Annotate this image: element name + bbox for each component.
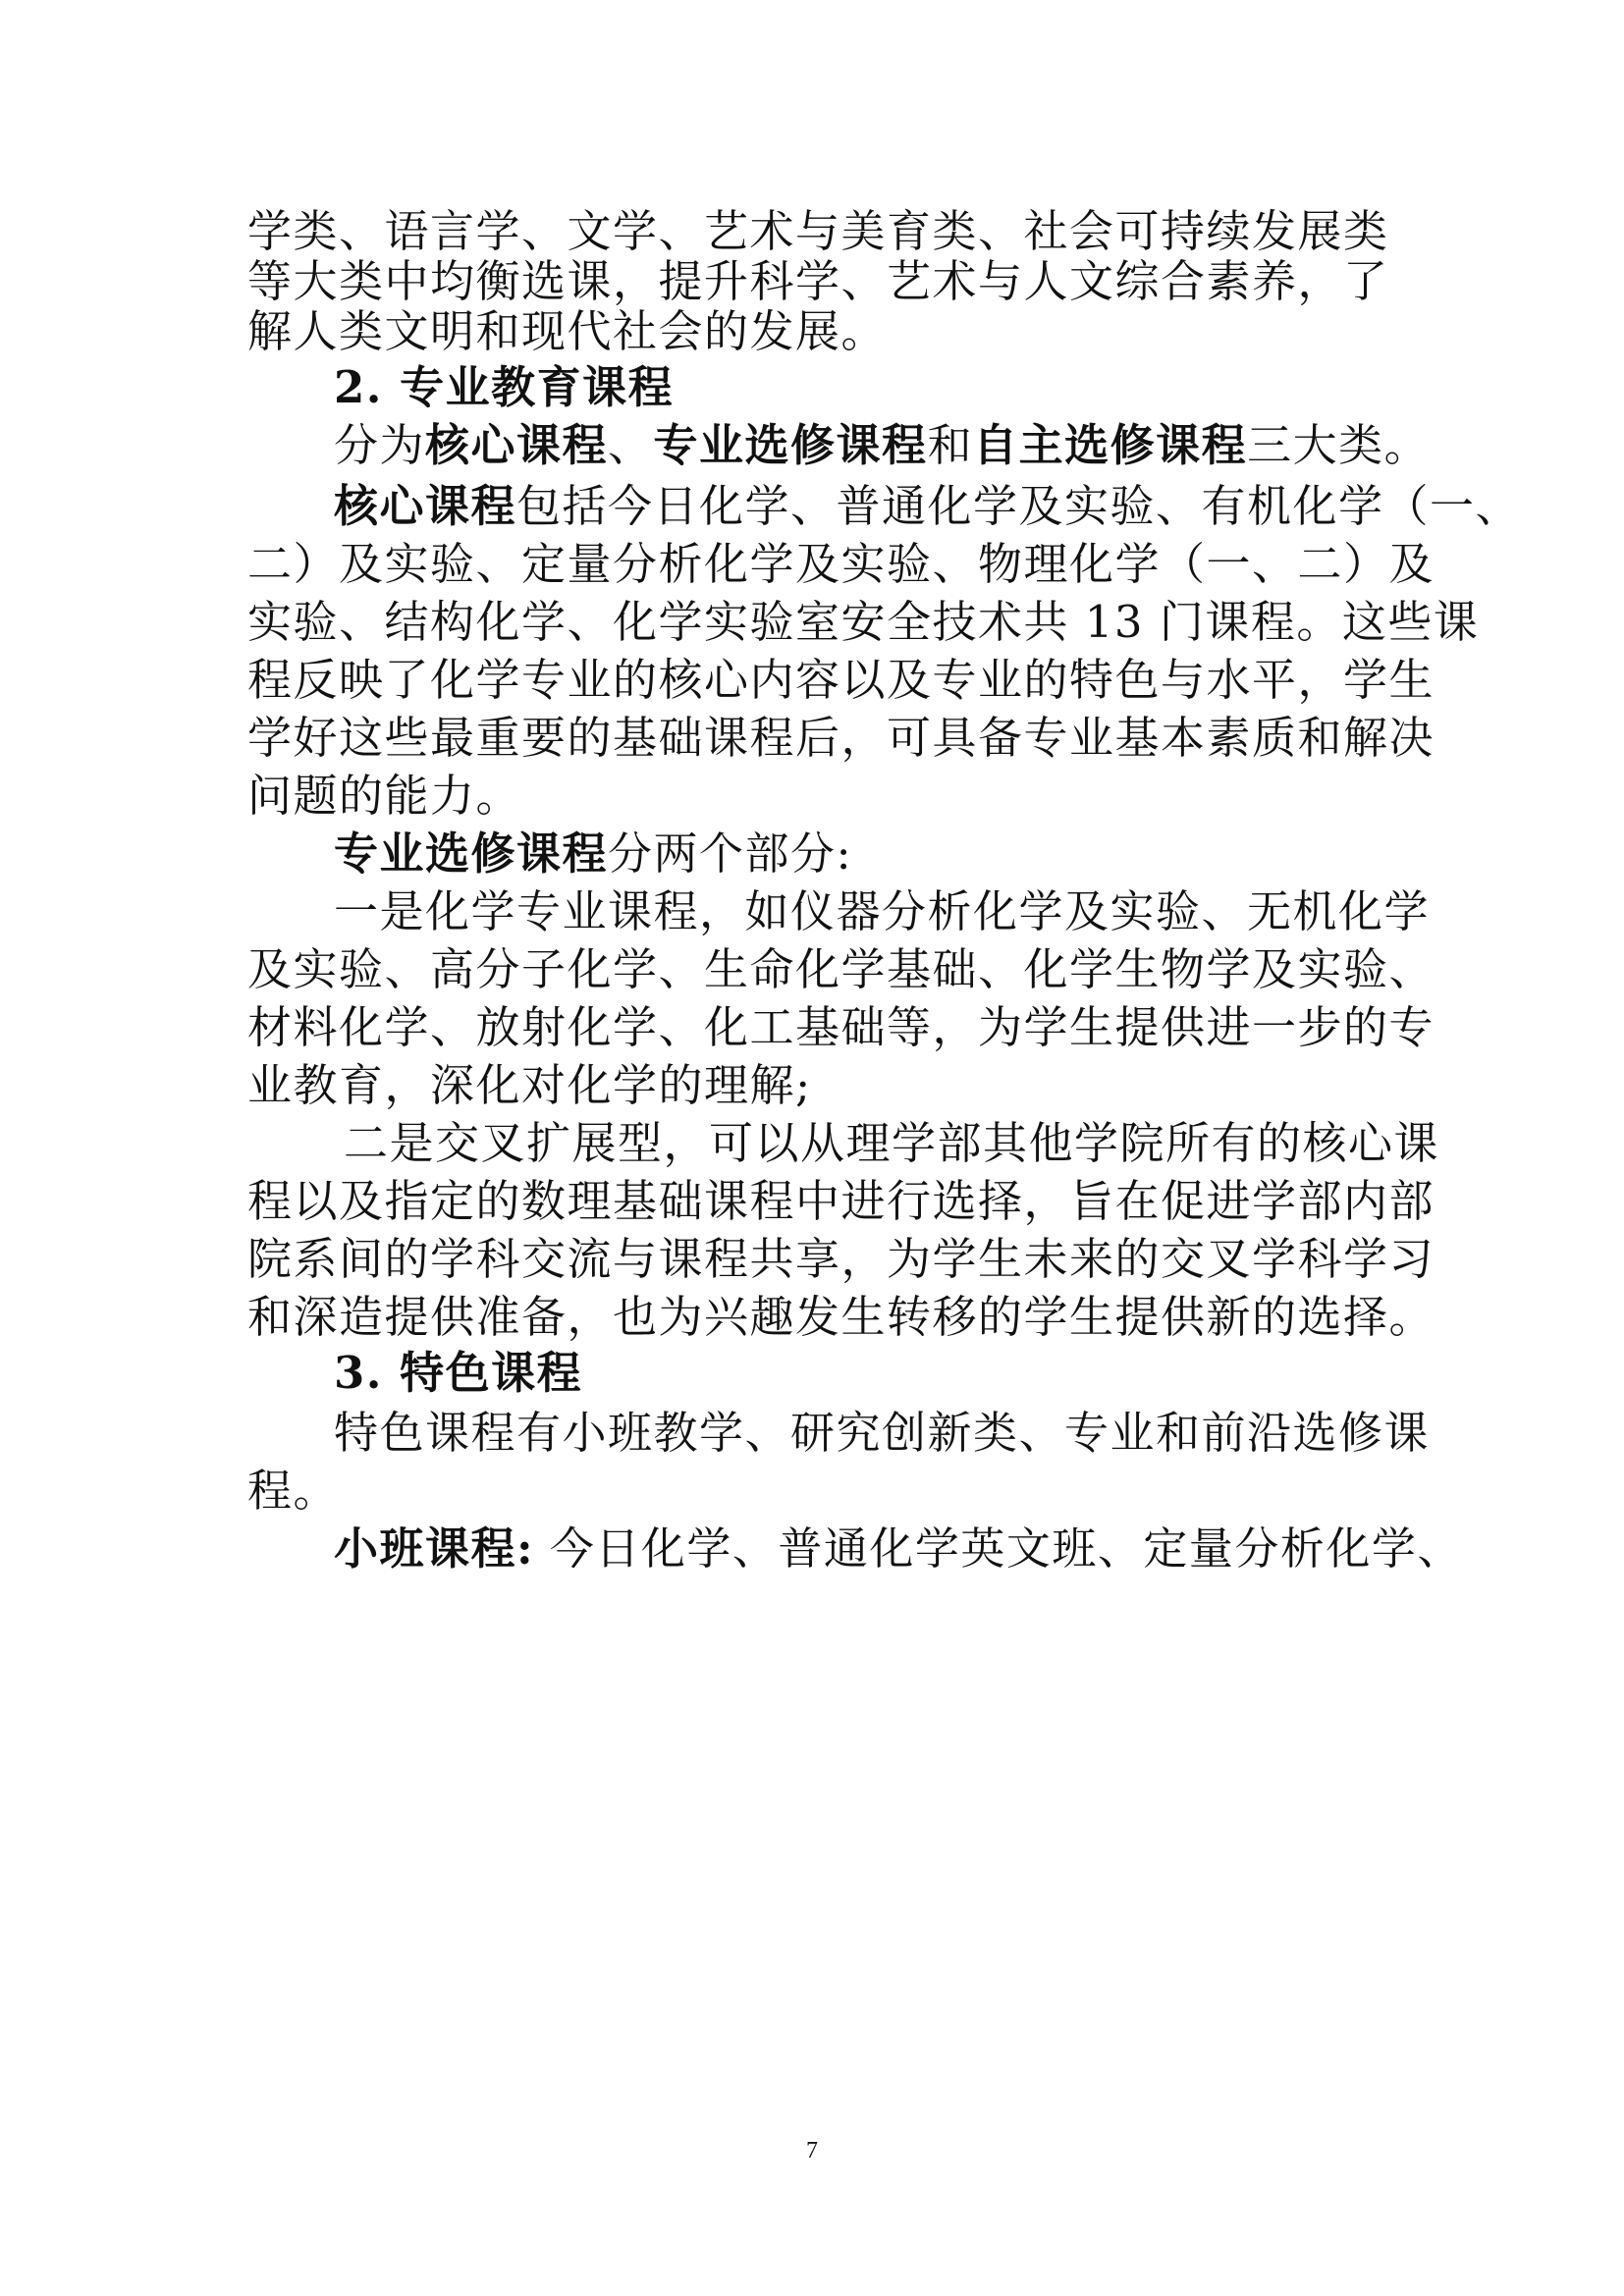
paragraph-line: 和深造提供准备，也为兴趣发生转移的学生提供新的选择。 — [247, 1291, 1435, 1343]
paragraph-line: 实验、结构化学、化学实验室安全技术共 13 门课程。这些课 — [247, 596, 1480, 648]
bold-term: 小班课程: — [334, 1522, 535, 1575]
bold-term: 核心课程 — [425, 419, 609, 471]
text-run: 包括今日化学、普通化学及实验、有机化学（一、 — [516, 480, 1522, 532]
paragraph-line: 程反映了化学专业的核心内容以及专业的特色与水平，学生 — [247, 654, 1435, 706]
paragraph-line — [334, 477, 1521, 536]
page-number: 7 — [806, 2138, 818, 2163]
text-run: 三大类。 — [1247, 419, 1431, 471]
paragraph-line: 二）及实验、定量分析化学及实验、物理化学（一、二）及 — [247, 538, 1435, 590]
text-run: 分为 — [334, 419, 426, 471]
bold-term: 核心课程 — [334, 480, 517, 532]
paragraph-line: 二是交叉扩展型，可以从理学部其他学院所有的核心课 — [344, 1117, 1440, 1169]
paragraph-line: 及实验、高分子化学、生命化学基础、化学生物学及实验、 — [247, 943, 1435, 995]
paragraph-line: 学类、语言学、文学、艺术与美育类、社会可持续发展类 — [247, 205, 1389, 257]
bold-term: 专业选修课程 — [653, 419, 928, 471]
paragraph-line: 特色课程有小班教学、研究创新类、专业和前沿选修课 — [334, 1407, 1431, 1459]
text-run: 今日化学、普通化学英文班、定量分析化学、 — [534, 1522, 1463, 1575]
paragraph-line: 解人类文明和现代社会的发展。 — [247, 305, 888, 357]
text-run: 分两个部分: — [608, 828, 853, 880]
paragraph-line — [334, 1520, 1463, 1578]
paragraph-line: 业教育，深化对化学的理解; — [247, 1059, 812, 1111]
paragraph-line: 程。 — [247, 1465, 340, 1517]
paragraph-line: 等大类中均衡选课，提升科学、艺术与人文综合素养，了 — [247, 255, 1389, 307]
bold-term: 专业选修课程 — [334, 828, 609, 880]
paragraph-line: 学好这些最重要的基础课程后，可具备专业基本素质和解决 — [247, 712, 1435, 764]
paragraph-line — [334, 825, 852, 883]
text-run: 、 — [608, 419, 654, 471]
paragraph-line: 院系间的学科交流与课程共享，为学生未来的交叉学科学习 — [247, 1233, 1435, 1285]
section-heading: 3. 特色课程 — [334, 1347, 583, 1399]
text-run: 和 — [927, 419, 974, 471]
paragraph-line: 一是化学专业课程，如仪器分析化学及实验、无机化学 — [334, 885, 1431, 937]
paragraph-line: 材料化学、放射化学、化工基础等，为学生提供进一步的专 — [247, 1001, 1435, 1053]
section-heading: 2. 专业教育课程 — [334, 361, 675, 413]
paragraph-line: 问题的能力。 — [247, 770, 522, 822]
paragraph-line: 程以及指定的数理基础课程中进行选择，旨在促进学部内部 — [247, 1175, 1435, 1227]
paragraph-line — [334, 416, 1430, 475]
bold-term: 自主选修课程 — [973, 419, 1248, 471]
